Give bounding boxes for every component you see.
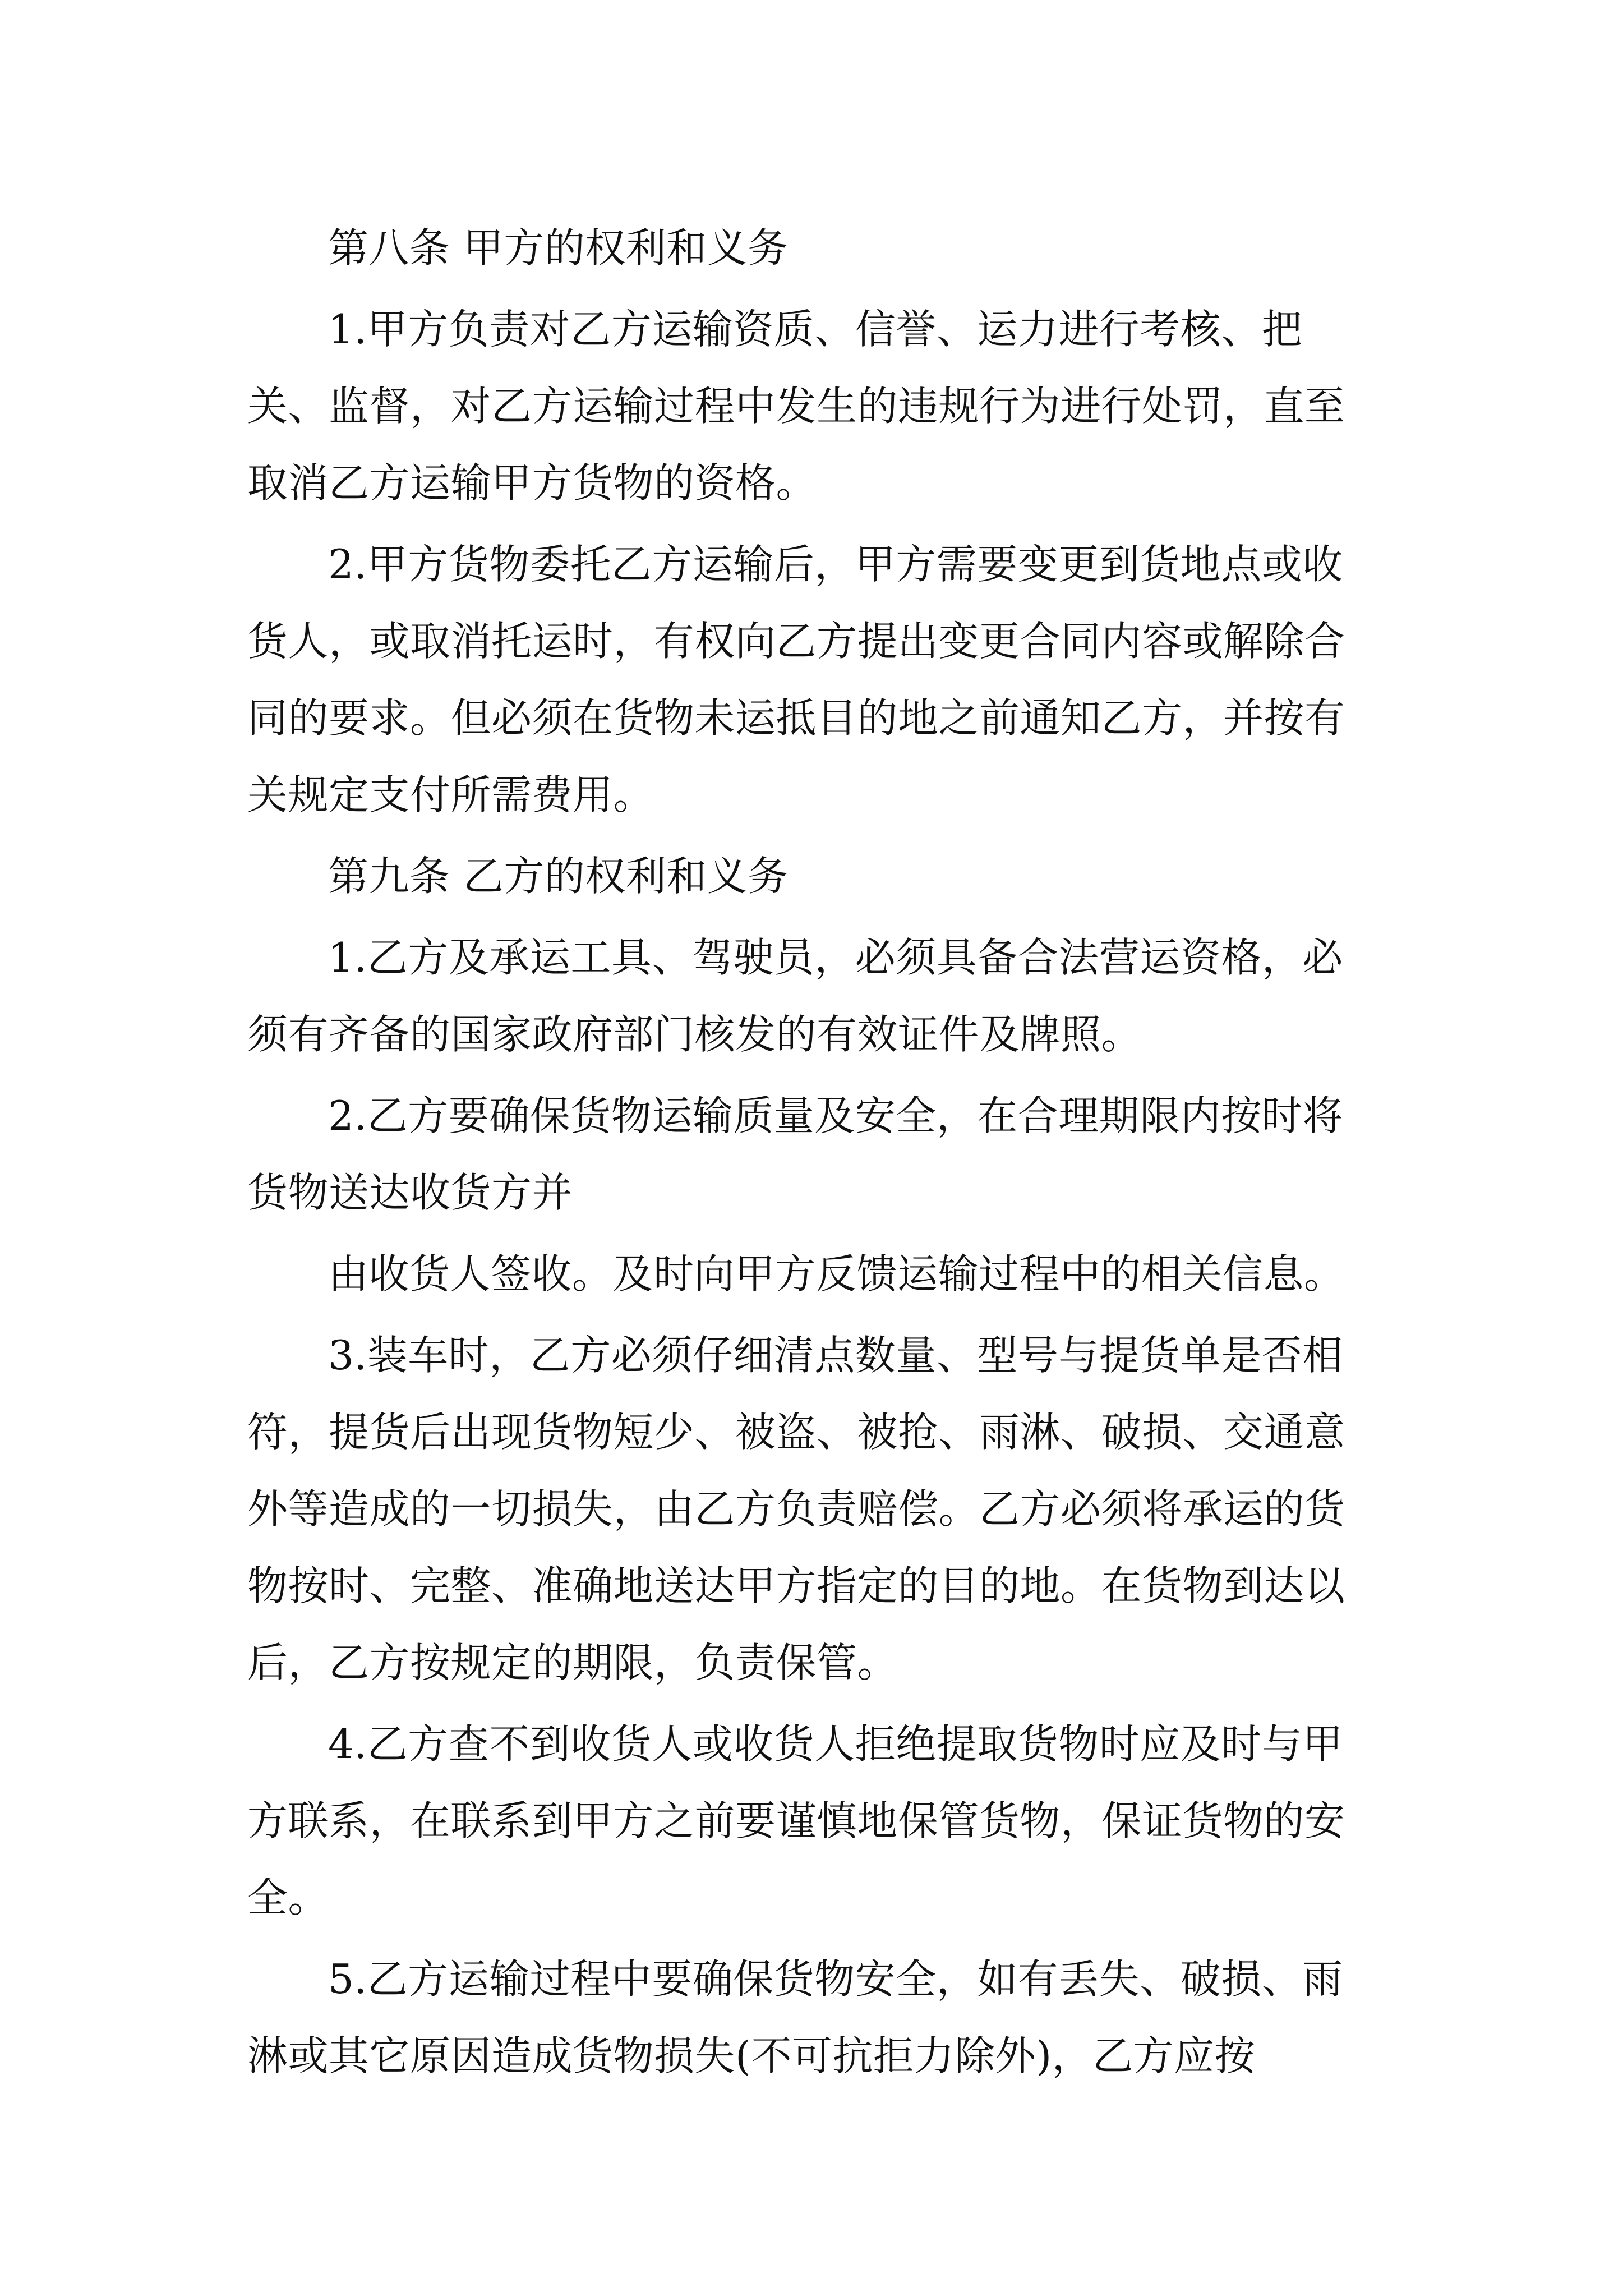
paragraph-9-4: 4.乙方查不到收货人或收货人拒绝提取货物时应及时与甲方联系，在联系到甲方之前要谨慎地保管货物，保证货物的安全。 (247, 1720, 1345, 1921)
paragraph-8-1: 1.甲方负责对乙方运输资质、信誉、运力进行考核、把关、监督，对乙方运输过程中发生的违规行为进行处罚，直至取消乙方运输甲方货物的资格。 (247, 306, 1345, 507)
paragraph-9-1: 1.乙方及承运工具、驾驶员，必须具备合法营运资格，必须有齐备的国家政府部门核发的有效证件及牌照。 (247, 934, 1343, 1058)
paragraph-9-3: 3.装车时，乙方必须仔细清点数量、型号与提货单是否相符，提货后出现货物短少、被盗、被抢、雨淋、破损、交通意外等造成的一切损失，由乙方负责赔偿。乙方必须将承运的货物按时、完整、准确地送达甲方指定的目的地。在货物到达以后，乙方按规定的期限，负责保管。 (247, 1332, 1345, 1686)
document-body (247, 210, 1380, 2099)
paragraph-9-5: 5.乙方运输过程中要确保货物安全，如有丢失、破损、雨淋或其它原因造成货物损失(不可抗拒力除外)，乙方应按 (247, 1955, 1343, 2079)
paragraph-9-2: 2.乙方要确保货物运输质量及安全，在合理期限内按时将货物送达收货方并 (247, 1092, 1343, 1216)
section-heading-article-9: 第九条 乙方的权利和义务 (328, 853, 789, 900)
paragraph-8-2: 2.甲方货物委托乙方运输后，甲方需要变更到货地点或收货人，或取消托运时，有权向乙方提出变更合同内容或解除合同的要求。但必须在货物未运抵目的地之前通知乙方，并按有关规定支付所需费用。 (247, 541, 1345, 818)
paragraph-9-2-continued: 由收货人签收。及时向甲方反馈运输过程中的相关信息。 (328, 1250, 1345, 1297)
section-heading-article-8: 第八条 甲方的权利和义务 (328, 224, 789, 272)
